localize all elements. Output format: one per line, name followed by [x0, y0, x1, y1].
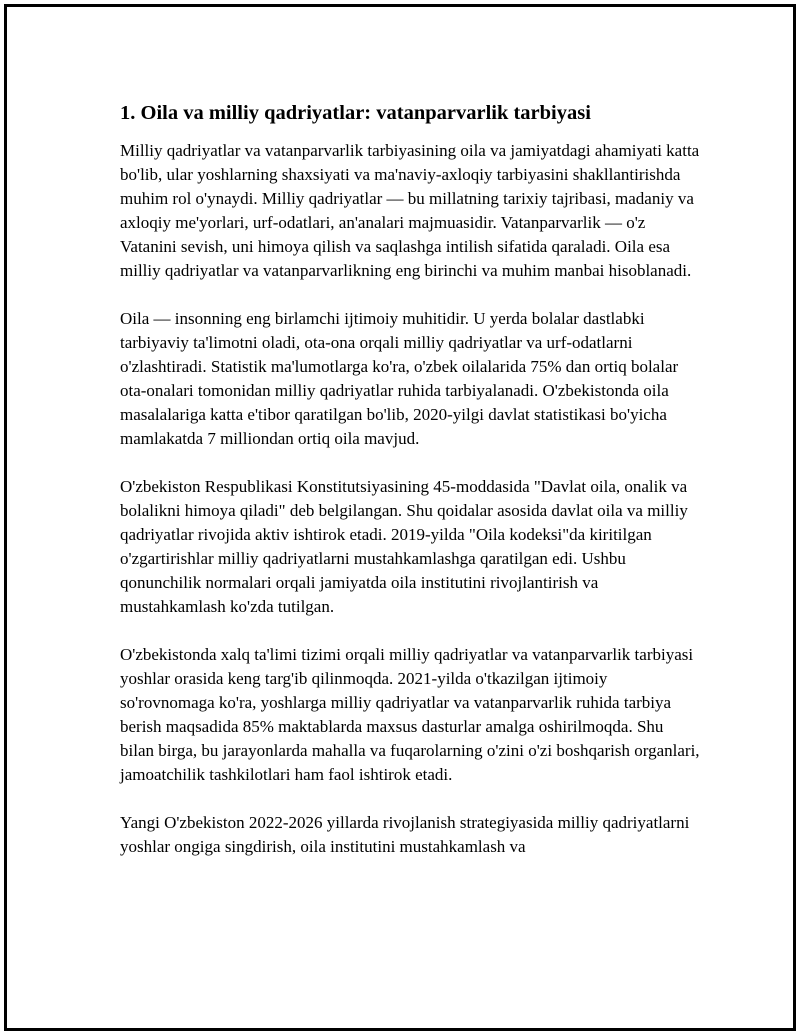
paragraph-1: Milliy qadriyatlar va vatanparvarlik tarbiyasining oila va jamiyatdagi ahamiyati katta bo'lib, ular yoshlarning shaxsiyati va ma'naviy-axloqiy tarbiyasini shakllantirishda muhim rol o'ynaydi. Milliy qadriyatlar — bu millatning tarixiy tajribasi, madaniy va axloqiy me'yorlari, urf-odatlari, an'analari majmuasidir. Vatanparvarlik — o'z Vatanini sevish, uni himoya qilish va saqlashga intilish sifatida qaraladi. Oila esa milliy qadriyatlar va vatanparvarlikning eng birinchi va muhim manbai hisoblanadi. [120, 141, 700, 280]
document-body [120, 99, 700, 883]
paragraph-4: O'zbekistonda xalq ta'limi tizimi orqali milliy qadriyatlar va vatanparvarlik tarbiyasi yoshlar orasida keng targ'ib qilinmoqda. 2021-yilda o'tkazilgan ijtimoiy so'rovnomaga ko'ra, yoshlarga milliy qadriyatlar va vatanparvarlik ruhida tarbiya berish maqsadida 85% maktablarda maxsus dasturlar amalga oshirilmoqda. Shu bilan birga, bu jarayonlarda mahalla va fuqarolarning o'zini o'zi boshqarish organlari, jamoatchilik tashkilotlari ham faol ishtirok etadi. [120, 645, 700, 784]
section-heading: 1. Oila va milliy qadriyatlar: vatanparvarlik tarbiyasi [120, 102, 591, 124]
document-page [4, 4, 796, 1031]
paragraph-5: Yangi O'zbekiston 2022-2026 yillarda rivojlanish strategiyasida milliy qadriyatlarni yoshlar ongiga singdirish, oila institutini mustahkamlash va [120, 813, 690, 856]
paragraph-2: Oila — insonning eng birlamchi ijtimoiy muhitidir. U yerda bolalar dastlabki tarbiyaviy ta'limotni oladi, ota-ona orqali milliy qadriyatlar va urf-odatlarni o'zlashtiradi. Statistik ma'lumotlarga ko'ra, o'zbek oilalarida 75% dan ortiq bolalar ota-onalari tomonidan milliy qadriyatlar ruhida tarbiyalanadi. O'zbekistonda oila masalalariga katta e'tibor qaratilgan bo'lib, 2020-yilgi davlat statistikasi bo'yicha mamlakatda 7 milliondan ortiq oila mavjud. [120, 309, 679, 448]
paragraph-3: O'zbekiston Respublikasi Konstitutsiyasining 45-moddasida "Davlat oila, onalik va bolalikni himoya qiladi" deb belgilangan. Shu qoidalar asosida davlat oila va milliy qadriyatlar rivojida aktiv ishtirok etadi. 2019-yilda "Oila kodeksi"da kiritilgan o'zgartirishlar milliy qadriyatlarni mustahkamlashga qaratilgan edi. Ushbu qonunchilik normalari orqali jamiyatda oila institutini rivojlantirish va mustahkamlash ko'zda tutilgan. [120, 477, 688, 616]
